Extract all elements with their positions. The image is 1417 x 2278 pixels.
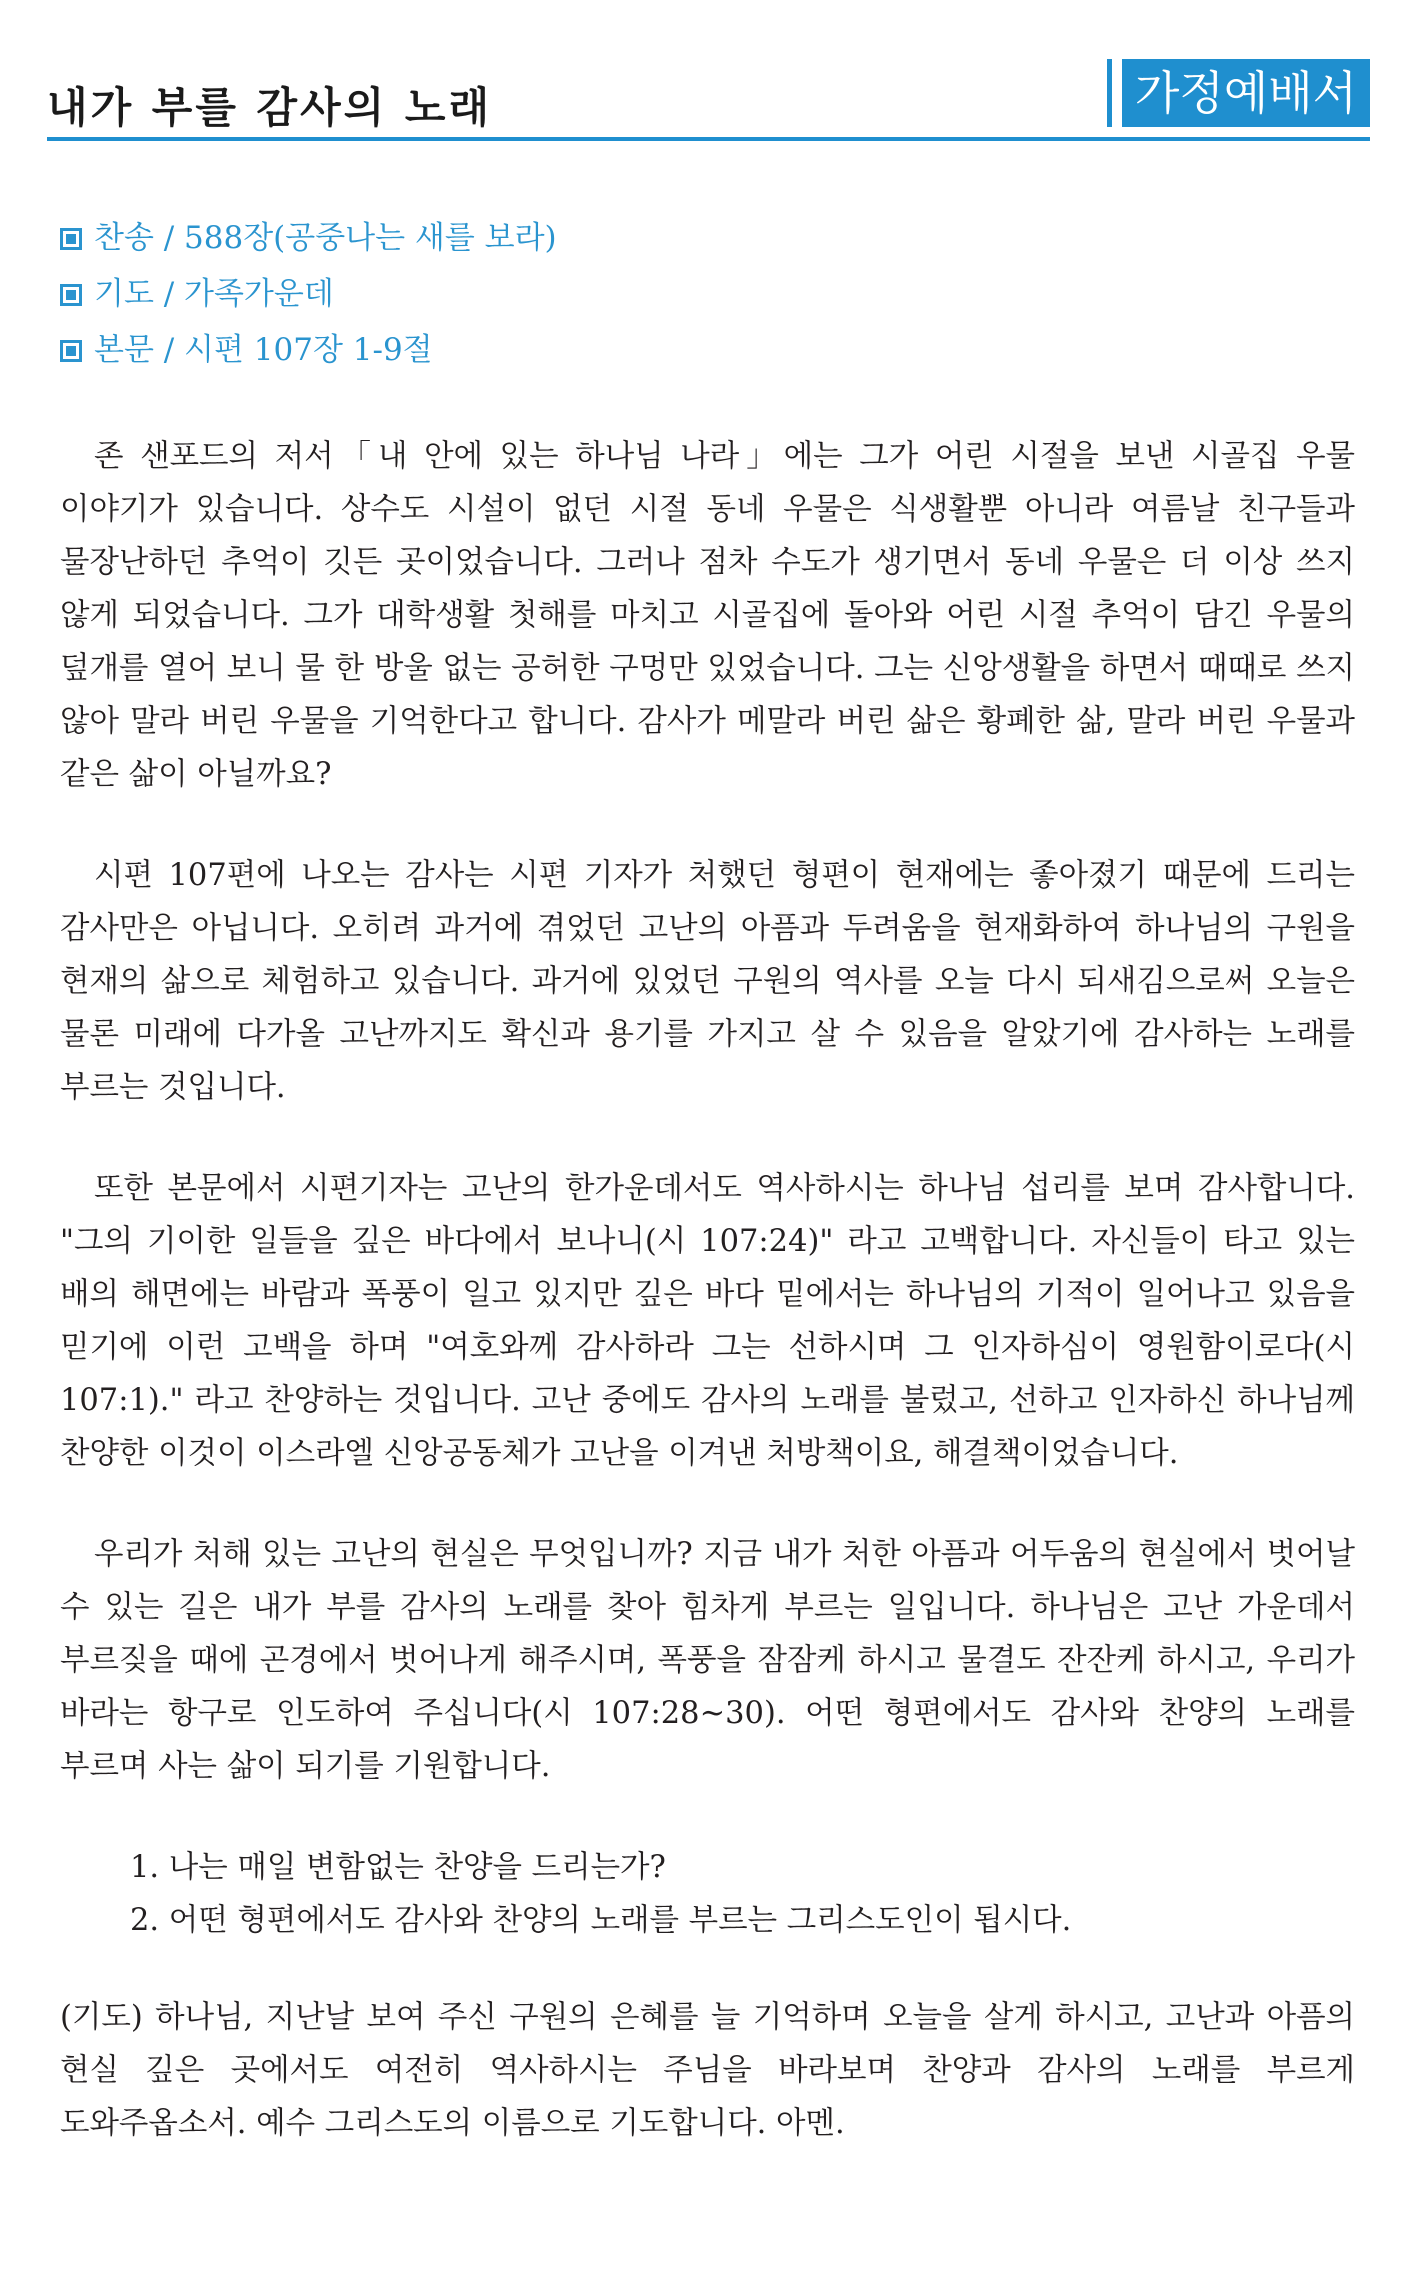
body-paragraph: 우리가 처해 있는 고난의 현실은 무엇입니까? 지금 내가 처한 아픔과 어두움의 현실에서 벗어날 수 있는 길은 내가 부를 감사의 노래를 찾아 힘차게 부르는 일입니다. 하나님은 고난 가운데서 부르짖을 때에 곤경에서 벗어나게 해주시며, 폭풍을 잠잠케 하시고 물결도 잔잔케 하시고, 우리가 바라는 항구로 인도하여 주십니다(시 107:28~30). 어떤 형편에서도 감사와 찬양의 노래를 부르며 사는 삶이 되기를 기원합니다.: [60, 1537, 1355, 1784]
page-header: [47, 55, 1370, 140]
header-rule: [47, 137, 1370, 141]
devotional-body: [60, 430, 1355, 2150]
page-title: 내가 부를 감사의 노래: [47, 83, 493, 132]
info-hymn-text: 찬송 / 588장(공중나는 새를 보라): [94, 220, 557, 256]
square-bullet-icon: [60, 284, 82, 306]
square-bullet-icon: [60, 228, 82, 250]
info-hymn: [60, 210, 1340, 266]
info-prayer-text: 기도 / 가족가운데: [94, 276, 334, 312]
question-item: 1. 나는 매일 변함없는 찬양을 드리는가?: [130, 1850, 666, 1885]
closing-prayer: (기도) 하나님, 지난날 보여 주신 구원의 은혜를 늘 기억하며 오늘을 살게 하시고, 고난과 아픔의 현실 깊은 곳에서도 여전히 역사하시는 주님을 바라보며 찬양과 감사의 노래를 부르게 도와주옵소서. 예수 그리스도의 이름으로 기도합니다. 아멘.: [60, 2000, 1355, 2141]
info-scripture: [60, 322, 1340, 378]
square-bullet-icon: [60, 340, 82, 362]
worship-info: [60, 210, 1340, 378]
question-item: 2. 어떤 형편에서도 감사와 찬양의 노래를 부르는 그리스도인이 됩시다.: [130, 1903, 1072, 1938]
body-paragraph: 또한 본문에서 시편기자는 고난의 한가운데서도 역사하시는 하나님 섭리를 보며 감사합니다. "그의 기이한 일들을 깊은 바다에서 보나니(시 107:24)" 라고 고백합니다. 자신들이 타고 있는 배의 해면에는 바람과 폭풍이 일고 있지만 깊은 바다 밑에서는 하나님의 기적이 일어나고 있음을 믿기에 이런 고백을 하며 "여호와께 감사하라 그는 선하시며 그 인자하심이 영원함이로다(시 107:1)." 라고 찬양하는 것입니다. 고난 중에도 감사의 노래를 불렀고, 선하고 인자하신 하나님께 찬양한 이것이 이스라엘 신앙공동체가 고난을 이겨낸 처방책이요, 해결책이었습니다.: [60, 1171, 1355, 1471]
section-badge: 가정예배서: [1122, 59, 1370, 127]
info-scripture-text: 본문 / 시편 107장 1-9절: [94, 332, 433, 368]
badge-accent-bar: [1107, 59, 1112, 127]
info-prayer: [60, 266, 1340, 322]
body-paragraph: 존 샌포드의 저서「내 안에 있는 하나님 나라」에는 그가 어린 시절을 보낸 시골집 우물 이야기가 있습니다. 상수도 시설이 없던 시절 동네 우물은 식생활뿐 아니라 여름날 친구들과 물장난하던 추억이 깃든 곳이었습니다. 그러나 점차 수도가 생기면서 동네 우물은 더 이상 쓰지 않게 되었습니다. 그가 대학생활 첫해를 마치고 시골집에 돌아와 어린 시절 추억이 담긴 우물의 덮개를 열어 보니 물 한 방울 없는 공허한 구멍만 있었습니다. 그는 신앙생활을 하면서 때때로 쓰지 않아 말라 버린 우물을 기억한다고 합니다. 감사가 메말라 버린 삶은 황폐한 삶, 말라 버린 우물과 같은 삶이 아닐까요?: [60, 439, 1355, 792]
body-paragraph: 시편 107편에 나오는 감사는 시편 기자가 처했던 형편이 현재에는 좋아졌기 때문에 드리는 감사만은 아닙니다. 오히려 과거에 겪었던 고난의 아픔과 두려움을 현재화하여 하나님의 구원을 현재의 삶으로 체험하고 있습니다. 과거에 있었던 구원의 역사를 오늘 다시 되새김으로써 오늘은 물론 미래에 다가올 고난까지도 확신과 용기를 가지고 살 수 있음을 알았기에 감사하는 노래를 부르는 것입니다.: [60, 858, 1355, 1105]
reflection-questions: [60, 1841, 1355, 1947]
